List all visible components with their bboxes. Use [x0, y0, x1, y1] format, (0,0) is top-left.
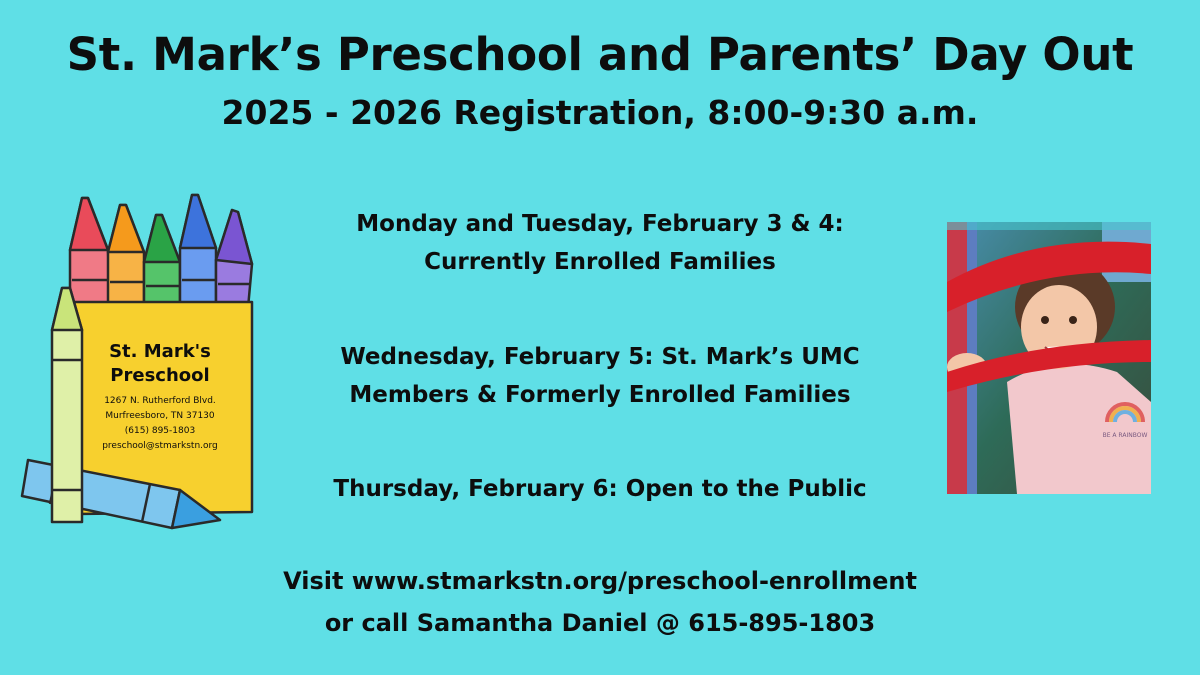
schedule-dates: Monday and Tuesday, February 3 & 4:: [356, 211, 844, 237]
page-title: St. Mark’s Preschool and Parents’ Day Out: [66, 28, 1134, 81]
child-photo: [947, 222, 1151, 494]
logo-phone: (615) 895-1803: [124, 426, 196, 436]
logo-address2: Murfreesboro, TN 37130: [105, 411, 215, 421]
schedule-item-thu: [260, 470, 940, 508]
logo-address1: 1267 N. Rutherford Blvd.: [104, 396, 216, 406]
logo-email: preschool@stmarkstn.org: [102, 441, 218, 451]
schedule-item-mon-tue: [260, 205, 940, 281]
contact-block: [100, 560, 1100, 644]
phone-line: or call Samantha Daniel @ 615-895-1803: [324, 609, 876, 637]
schedule-item-wed: [260, 338, 940, 414]
schedule-audience: Currently Enrolled Families: [424, 249, 776, 275]
website-line: Visit www.stmarkstn.org/preschool-enrollment: [283, 567, 917, 595]
logo-name-line2: Preschool: [110, 365, 210, 386]
schedule-audience: Members & Formerly Enrolled Families: [349, 382, 851, 408]
logo-name-line1: St. Mark's: [109, 341, 211, 362]
logo-text-block: [80, 340, 240, 454]
schedule-dates: Wednesday, February 5: St. Mark’s UMC: [340, 344, 860, 370]
schedule-dates: Thursday, February 6: Open to the Public: [333, 476, 867, 502]
shirt-text: BE A RAINBOW: [1102, 432, 1148, 439]
registration-subtitle: 2025 - 2026 Registration, 8:00-9:30 a.m.: [221, 93, 979, 132]
